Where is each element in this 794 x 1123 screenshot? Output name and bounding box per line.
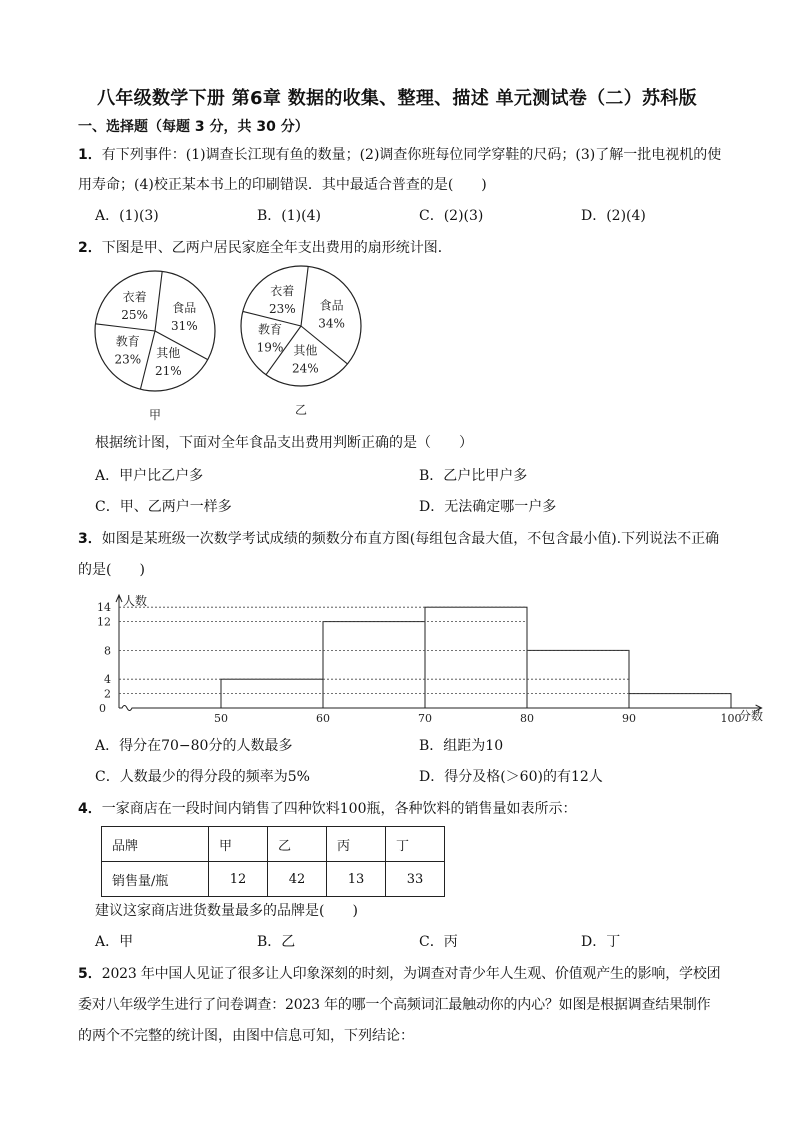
pie-slice-label: 21% [154,364,182,379]
x-tick-label: 50 [214,712,228,725]
q1-option-d: D．(2)(4) [581,208,646,224]
pie-slice-boundary [301,266,308,326]
q1-option-a: A．(1)(3) [95,208,159,224]
question-1-line-1 [78,145,721,165]
question-2-text-1: 下图是甲、乙两户居民家庭全年支出费用的扇形统计图． [101,240,452,256]
q4-option-d: D．丁 [581,934,621,950]
question-5-text-1: 2023 年中国人见证了很多让人印象深刻的时刻，为调查对青少年人生观、价值观产生的影响，学校团 [101,966,721,982]
question-1-text-2: 用寿命；(4)校正某本书上的印刷错误．其中最适合普查的是( ) [78,177,487,193]
sales-table [101,826,445,897]
question-5-text-3: 的两个不完整的统计图，由图中信息可知，下列结论： [78,1028,414,1044]
q4-option-c: C．丙 [419,934,458,950]
pie-slice-category: 食品 [172,300,197,315]
pie-slice-category: 其他 [293,343,318,358]
table-cell: 13 [327,862,386,897]
pie-slice-boundary [95,324,155,331]
q3-option-b: B．组距为10 [419,738,504,754]
histogram-chart [86,588,764,728]
pie-slice-boundary [155,271,162,331]
q2-option-b: B．乙户比甲户多 [419,468,528,484]
q1-option-c: C．(2)(3) [419,208,484,224]
x-tick-label: 60 [316,712,330,725]
question-2-line-1 [78,238,452,258]
pie-slice-label: 31% [170,318,198,333]
table-cell: 销售量/瓶 [102,862,209,897]
pie-slice-category: 教育 [258,322,283,337]
histogram-bar [629,694,731,708]
question-4-prompt: 建议这家商店进货数量最多的品牌是( ) [95,903,358,919]
table-cell: 丙 [327,827,386,862]
pie-slice-label: 23% [268,301,296,316]
q3-option-d: D．得分及格(＞60)的有12人 [419,769,603,785]
q4-option-a: A．甲 [95,934,134,950]
question-4-line-1 [78,799,576,819]
y-tick-label: 2 [104,687,111,701]
y-tick-label: 14 [97,601,111,615]
question-4-text-1: 一家商店在一段时间内销售了四种饮料100瓶，各种饮料的销售量如表所示： [101,801,577,817]
pie-chart-jia [95,271,215,422]
y-tick-label: 12 [97,615,111,629]
pie-slice-label: 24% [291,361,319,376]
table-cell: 乙 [268,827,327,862]
q2-option-c: C．甲、乙两户一样多 [95,499,232,515]
x-tick-label: 90 [622,712,636,725]
section-heading: 一、选择题（每题 3 分，共 30 分） [78,119,309,135]
pie-charts [80,265,380,425]
histogram-bar [323,622,425,708]
question-5-number: 5． [78,966,102,982]
question-3-line-1 [78,529,719,549]
q2-option-d: D．无法确定哪一户多 [419,499,557,515]
pie-caption: 乙 [294,403,308,417]
x-axis-label: 分数 [739,709,764,723]
question-3-text-2: 的是( ) [78,562,145,578]
table-row [102,827,445,862]
question-5-text-2: 委对八年级学生进行了问卷调查：2023 年的哪一个高频词汇最触动你的内心？如图是根据调查结果制作 [78,997,711,1013]
question-3-number: 3． [78,531,102,547]
question-3-text-1: 如图是某班级一次数学考试成绩的频数分布直方图(每组包含最大值，不包含最小值).下列说法不正确 [101,531,720,547]
q3-option-c: C．人数最少的得分段的频率为5% [95,769,310,785]
question-1-text-1: 有下列事件：(1)调查长江现有鱼的数量；(2)调查你班每位同学穿鞋的尺码；(3)了解一批电视机的使 [101,147,722,163]
pie-slice-category: 食品 [319,298,344,313]
pie-slice-label: 19% [256,340,284,355]
pie-slice-label: 25% [121,308,148,323]
question-4-number: 4． [78,801,102,817]
x-tick-label: 70 [418,712,432,725]
histogram-bar [425,607,527,708]
pie-caption: 甲 [148,408,162,422]
pie-chart-yi [241,266,361,417]
y-axis-label: 人数 [123,594,148,608]
pie-slice-boundary [140,331,155,389]
x-tick-label: 100 [720,712,742,725]
q2-option-a: A．甲户比乙户多 [95,468,204,484]
table-cell: 33 [386,862,445,897]
table-row [102,862,445,897]
pie-slice-category: 衣着 [270,283,295,298]
y-tick-label: 0 [99,702,106,715]
y-tick-label: 8 [104,644,111,658]
histogram-bar [527,650,629,708]
table-cell: 12 [209,862,268,897]
table-cell: 甲 [209,827,268,862]
question-2-prompt: 根据统计图，下面对全年食品支出费用判断正确的是（ ） [95,435,473,451]
pie-slice-label: 34% [318,316,345,331]
question-5-line-1 [78,964,720,984]
page-title: 八年级数学下册 第6章 数据的收集、整理、描述 单元测试卷（二）苏科版 [97,88,697,109]
y-tick-label: 4 [104,673,111,687]
question-1-number: 1． [78,147,102,163]
q1-option-b: B．(1)(4) [257,208,321,224]
pie-slice-label: 23% [114,352,142,367]
pie-slice-category: 教育 [115,334,140,349]
pie-slice-category: 衣着 [122,290,147,305]
table-cell: 42 [268,862,327,897]
pie-slice-category: 其他 [156,346,181,361]
question-2-number: 2． [78,240,102,256]
x-tick-label: 80 [520,712,534,725]
q3-option-a: A．得分在70−80分的人数最多 [95,738,293,754]
table-cell: 丁 [386,827,445,862]
table-cell: 品牌 [102,827,209,862]
q4-option-b: B．乙 [257,934,296,950]
